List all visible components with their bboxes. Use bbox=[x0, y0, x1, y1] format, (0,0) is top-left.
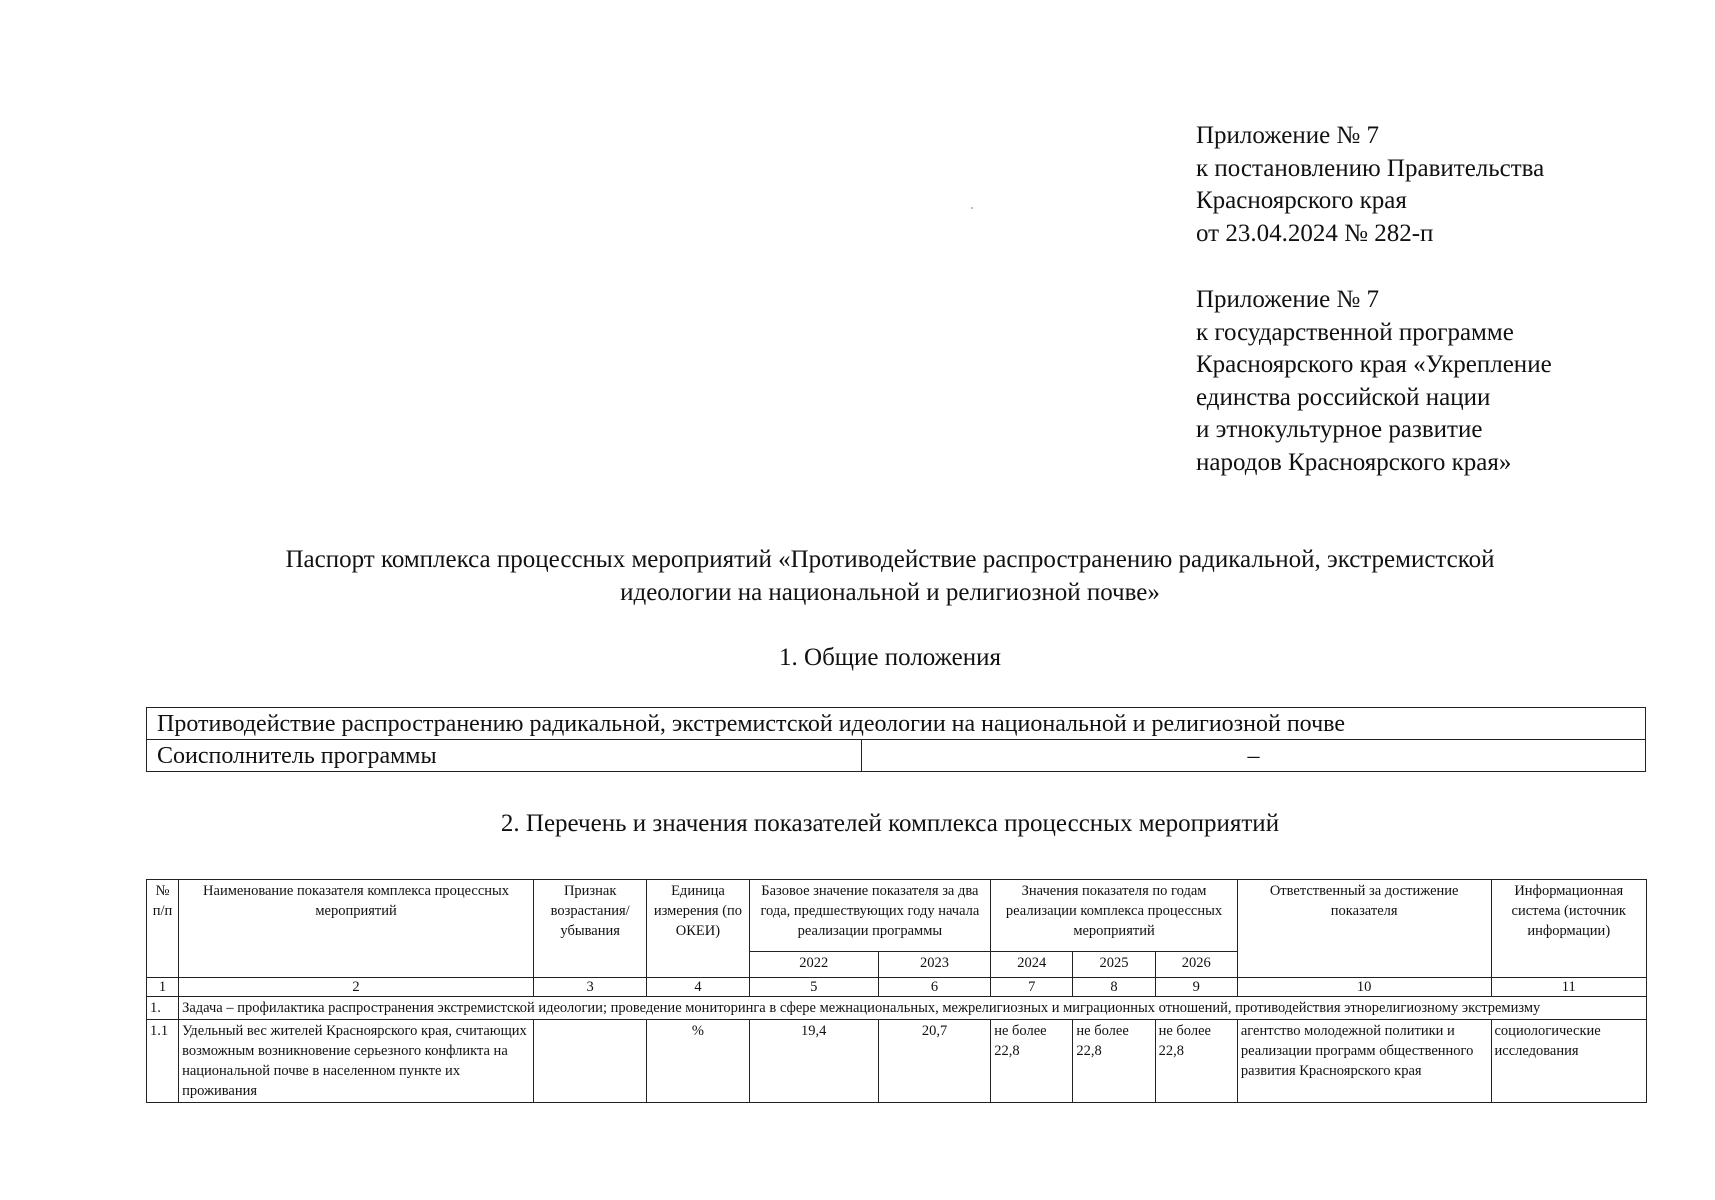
header-system: Информационная система (источник информации) bbox=[1491, 880, 1647, 978]
appendix-line: единства российской нации bbox=[1196, 383, 1491, 411]
task-text: Задача – профилактика распространения экстремистской идеологии; проведение мониторинга в сфере межнациональных, межрелигиозных и миграционных отношений, противодействия этнорелигиозному экстремизму bbox=[179, 997, 1647, 1020]
row-system: социологические исследования bbox=[1491, 1020, 1647, 1103]
header-name: Наименование показателя комплекса процессных мероприятий bbox=[179, 880, 534, 978]
row-sign bbox=[534, 1020, 647, 1103]
column-number: 2 bbox=[179, 978, 534, 997]
appendix-header-program bbox=[1196, 284, 1696, 479]
header-sign: Признак возрастания/ убывания bbox=[534, 880, 647, 978]
table-row bbox=[147, 708, 1646, 740]
column-number: 1 bbox=[147, 978, 179, 997]
column-number: 11 bbox=[1491, 978, 1647, 997]
column-number: 8 bbox=[1073, 978, 1155, 997]
appendix-line: Красноярского края «Укрепление bbox=[1196, 351, 1552, 378]
appendix-line: Приложение № 7 bbox=[1196, 286, 1380, 313]
column-numbers-row bbox=[147, 978, 1647, 997]
task-row bbox=[147, 997, 1647, 1020]
document-title-line-2: идеологии на национальной и религиозной почве» bbox=[620, 579, 1160, 606]
header-year: 2025 bbox=[1073, 951, 1155, 977]
appendix-line: к государственной программе bbox=[1196, 318, 1514, 346]
column-number: 10 bbox=[1237, 978, 1491, 997]
row-responsible: агентство молодежной политики и реализации программ общественного развития Красноярского края bbox=[1237, 1020, 1491, 1103]
column-number: 9 bbox=[1155, 978, 1237, 997]
row-value-2024: не более 22,8 bbox=[991, 1020, 1073, 1103]
appendix-line: Приложение № 7 bbox=[1196, 122, 1380, 149]
row-unit: % bbox=[647, 1020, 749, 1103]
appendix-line: от 23.04.2024 № 282-п bbox=[1196, 219, 1434, 247]
header-responsible: Ответственный за достижение показателя bbox=[1237, 880, 1491, 978]
column-number: 7 bbox=[991, 978, 1073, 997]
column-number: 4 bbox=[647, 978, 749, 997]
row-value-2022: 19,4 bbox=[749, 1020, 878, 1103]
table-row bbox=[147, 740, 1646, 772]
document-title bbox=[140, 543, 1640, 609]
header-year: 2023 bbox=[878, 951, 990, 977]
co-executor-value: – bbox=[862, 740, 1646, 772]
appendix-line: Красноярского края bbox=[1196, 187, 1407, 214]
indicators-table bbox=[146, 879, 1647, 1103]
row-name: Удельный вес жителей Красноярского края, считающих возможным возникновение серьезного конфликта на национальной почве в населенном пункте их проживания bbox=[179, 1020, 534, 1103]
general-provisions-table bbox=[146, 707, 1646, 772]
table-row bbox=[147, 1020, 1647, 1103]
header-year: 2026 bbox=[1155, 951, 1237, 977]
appendix-line: и этнокультурное развитие bbox=[1196, 416, 1483, 443]
row-value-2023: 20,7 bbox=[878, 1020, 990, 1103]
header-year: 2022 bbox=[749, 951, 878, 977]
header-base: Базовое значение показателя за два года, предшествующих году начала реализации программы bbox=[749, 880, 991, 952]
row-value-2026: не более 22,8 bbox=[1155, 1020, 1237, 1103]
section-heading-indicators: 2. Перечень и значения показателей комплекса процессных мероприятий bbox=[500, 810, 1280, 837]
co-executor-label: Соисполнитель программы bbox=[147, 740, 862, 772]
appendix-header-resolution bbox=[1196, 120, 1696, 250]
scan-speck bbox=[971, 207, 973, 209]
section-heading-general: 1. Общие положения bbox=[779, 644, 1001, 671]
column-number: 3 bbox=[534, 978, 647, 997]
header-unit: Единица измерения (по ОКЕИ) bbox=[647, 880, 749, 978]
appendix-line: народов Красноярского края» bbox=[1196, 448, 1512, 476]
appendix-line: к постановлению Правительства bbox=[1196, 154, 1545, 182]
task-num: 1. bbox=[147, 997, 179, 1020]
column-number: 6 bbox=[878, 978, 990, 997]
document-title-line-1: Паспорт комплекса процессных мероприятий «Противодействие распространению радикальной, экстремистской bbox=[285, 546, 1495, 573]
row-value-2025: не более 22,8 bbox=[1073, 1020, 1155, 1103]
complex-name-cell: Противодействие распространению радикальной, экстремистской идеологии на национальной и религиозной почве bbox=[147, 708, 1646, 740]
header-year: 2024 bbox=[991, 951, 1073, 977]
row-num: 1.1 bbox=[147, 1020, 179, 1103]
header-num: № п/п bbox=[147, 880, 179, 978]
header-values: Значения показателя по годам реализации комплекса процессных мероприятий bbox=[991, 880, 1238, 952]
column-number: 5 bbox=[749, 978, 878, 997]
table-header-row bbox=[147, 880, 1647, 952]
